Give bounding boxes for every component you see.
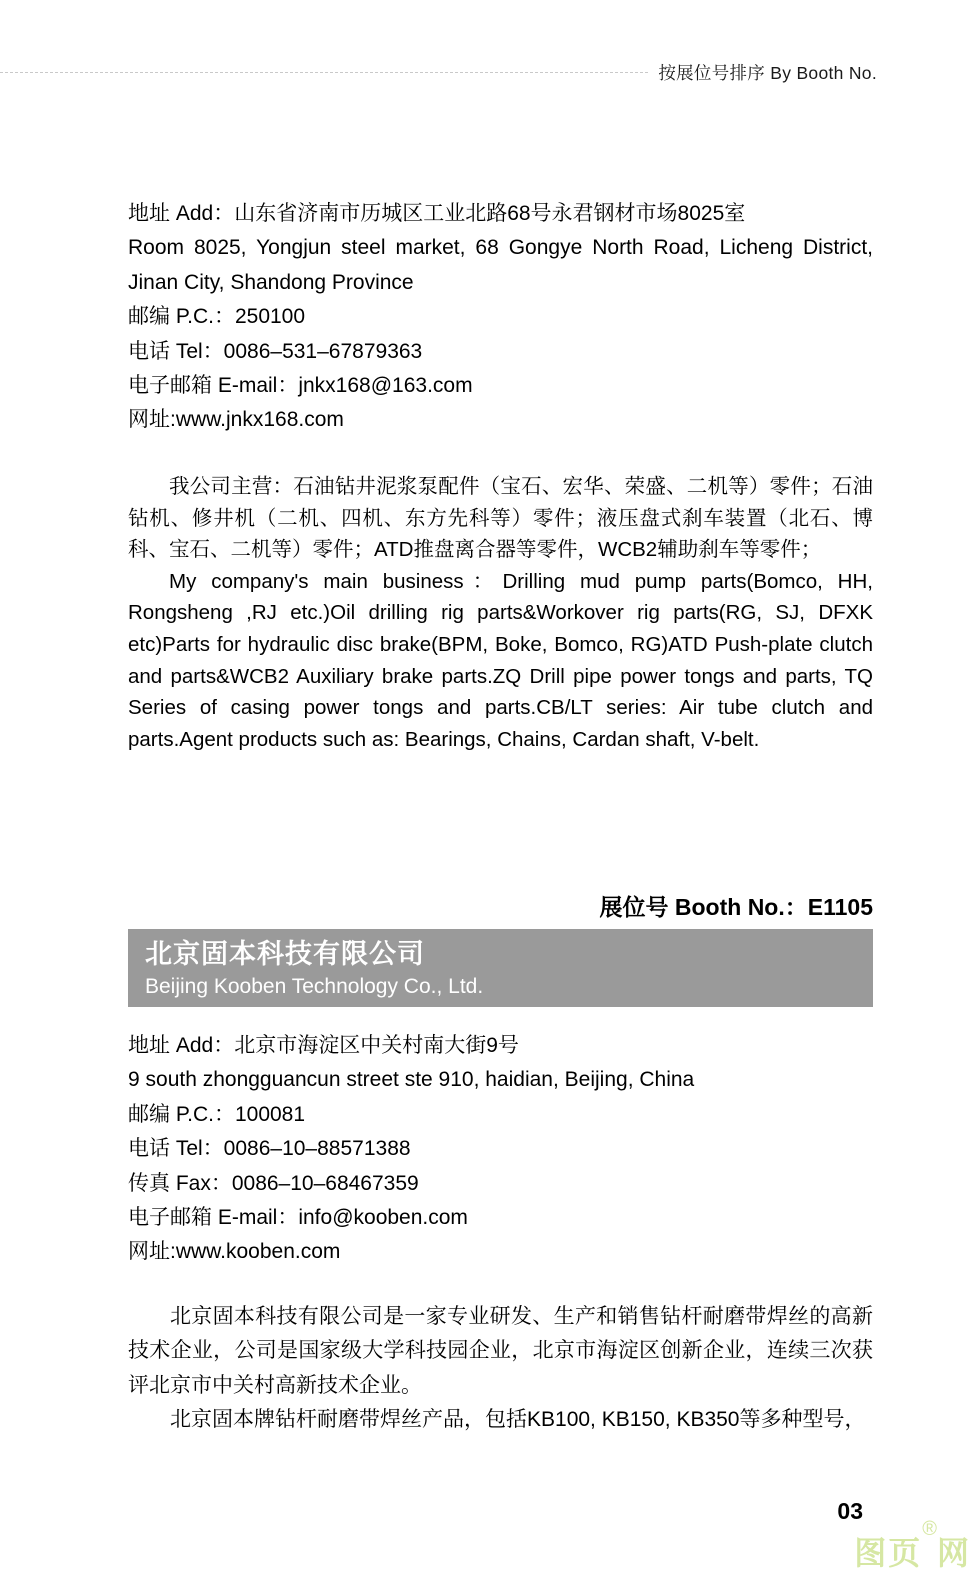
contact-block-previous-listing (128, 197, 873, 438)
description-current-listing (128, 1300, 873, 1438)
description-paragraph-1: 北京固本科技有限公司是一家专业研发、生产和销售钻杆耐磨带焊丝的高新技术企业，公司是国家级大学科技园企业，北京市海淀区创新企业，连续三次获评北京市中关村高新技术企业。 (128, 1305, 873, 1397)
registered-trademark-icon: ® (922, 1518, 937, 1540)
booth-number-line (128, 889, 873, 922)
header-sort-label: 按展位号排序 By Booth No. (658, 63, 877, 83)
watermark-logo (854, 1518, 971, 1574)
contact-line-website: 网址:www.kooben.com (128, 1240, 341, 1264)
description-paragraph-zh: 我公司主营：石油钻井泥浆泵配件（宝石、宏华、荣盛、二机等）零件；石油钻机、修井机（二机、四机、东方先科等）零件；液压盘式刹车装置（北石、博科、宝石、二机等）零件；ATD推盘离合器等零件，WCB2辅助刹车等零件； (128, 475, 873, 562)
contact-line-address-en: 9 south zhongguancun street ste 910, haidian, Beijing, China (128, 1068, 695, 1092)
contact-line-address: 地址 Add：山东省济南市历城区工业北路68号永君钢材市场8025室 (128, 202, 746, 225)
contact-line-address-en: Room 8025, Yongjun steel market, 68 Gongye North Road, Licheng District, Jinan City, Shandong Province (128, 236, 873, 294)
watermark-text-right: 网 (936, 1535, 971, 1571)
contact-line-address: 地址 Add：北京市海淀区中关村南大街9号 (128, 1034, 519, 1057)
booth-number-label: 展位号 Booth No.： (599, 894, 808, 920)
description-paragraph-en: My company's main business：Drilling mud pump parts(Bomco, HH, Rongsheng ,RJ etc.)Oil drilling rig parts&Workover rig parts(RG, SJ, DFXK etc)Parts for hydraulic disc brake(BPM, Boke, Bomco, RG)ATD Push-plate clutch and parts&WCB2 Auxiliary brake parts.ZQ Drill pipe power tongs and parts, TQ Series of casing power tongs and parts.CB/LT series: Air tube clutch and parts.Agent products such as: Bearings, Chains, Cardan shaft, V-belt. (128, 569, 873, 751)
description-paragraph-2: 北京固本牌钻杆耐磨带焊丝产品，包括KB100, KB150, KB350等多种型号， (170, 1408, 866, 1432)
contact-line-telephone: 电话 Tel：0086–10–88571388 (128, 1137, 411, 1161)
description-previous-listing (128, 471, 873, 755)
page-number: 03 (837, 1498, 863, 1524)
contact-block-current-listing (128, 1029, 873, 1270)
company-name-zh: 北京固本科技有限公司 (145, 939, 425, 969)
company-name-en: Beijing Kooben Technology Co., Ltd. (145, 975, 484, 998)
contact-line-telephone: 电话 Tel：0086–531–67879363 (128, 339, 423, 363)
contact-line-postcode: 邮编 P.C.：250100 (128, 305, 306, 329)
contact-line-postcode: 邮编 P.C.：100081 (128, 1102, 306, 1126)
contact-line-fax: 传真 Fax：0086–10–68467359 (128, 1171, 419, 1195)
contact-line-email: 电子邮箱 E-mail：jnkx168@163.com (128, 374, 473, 398)
company-banner (128, 929, 873, 1007)
watermark-text-left: 图页 (854, 1535, 923, 1571)
contact-line-website: 网址:www.jnkx168.com (128, 408, 344, 432)
booth-number-value: E1105 (807, 894, 873, 920)
contact-line-email: 电子邮箱 E-mail：info@kooben.com (128, 1206, 468, 1230)
